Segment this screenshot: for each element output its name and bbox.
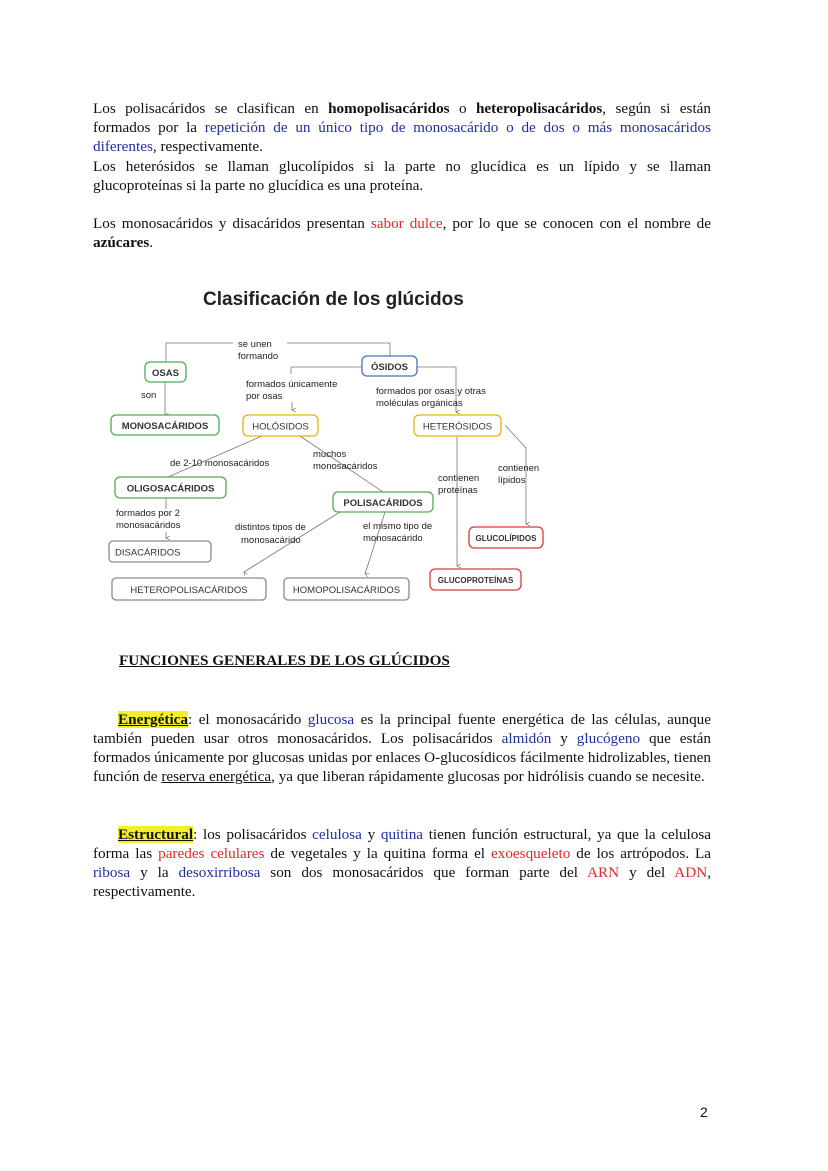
text-span: , por lo que se conocen con el nombre de (442, 215, 711, 232)
term-azucares: azúcares (93, 234, 150, 251)
label-formados-por-2: formados por 2 (116, 508, 180, 519)
connector-holosidos-oligosacaridos (168, 436, 262, 477)
page-number: 2 (700, 1104, 708, 1120)
label-se-unen: se unen (238, 339, 272, 350)
node-osidos: ÓSIDOS (371, 362, 408, 373)
label-formados-unicamente: formados únicamente (246, 379, 338, 390)
term-quitina: quitina (380, 826, 424, 843)
node-glucolipidos: GLUCOLÍPIDOS (475, 534, 537, 543)
text-span: : los polisacáridos (193, 826, 313, 843)
node-polisacaridos: POLISACÁRIDOS (343, 498, 423, 509)
text-span: , respectivamente. (152, 138, 263, 155)
node-oligosacaridos: OLIGOSACÁRIDOS (126, 483, 215, 495)
label-mismo-monosacarido: monosacárido (363, 533, 423, 544)
label-muchos-monosacaridos: monosacáridos (313, 461, 378, 472)
label-por-osas: por osas (246, 391, 283, 402)
node-osas: OSAS (152, 368, 179, 379)
term-ribosa: ribosa (93, 864, 131, 881)
highlight-repeticion: repetición de un único tipo de monosacárido o de dos o más monosacáridos diferentes (93, 119, 711, 155)
node-homopolisacaridos: HOMOPOLISACÁRIDOS (292, 585, 401, 596)
node-glucoproteinas: GLUCOPROTEÍNAS (437, 576, 514, 585)
label-contienen-p: contienen (438, 473, 480, 484)
connector-osas-up (166, 343, 233, 362)
label-contienen-l: contienen (498, 463, 540, 474)
label-proteinas: proteínas (438, 485, 478, 496)
text-span: tienen función estructural, ya que la celulosa forma las (93, 826, 712, 862)
text-span: . (149, 234, 154, 251)
text-span: : el monosacárido (188, 711, 308, 728)
text-span: , respectivamente. (93, 864, 711, 900)
label-mismo-tipo: el mismo tipo de (363, 521, 433, 532)
node-heteropolisacaridos: HETEROPOLISACÁRIDOS (130, 585, 248, 596)
text-span: son dos monosacáridos que forman parte del (260, 864, 588, 881)
label-de-2-10: de 2-10 monosacáridos (170, 458, 270, 469)
term-heteropolisacaridos: heteropolisacáridos (475, 100, 603, 117)
highlight-sabor-dulce: sabor dulce (370, 215, 443, 232)
label-energetica: Energética (118, 711, 189, 728)
label-distintos-monosacarido: monosacárido (241, 535, 301, 546)
label-estructural: Estructural (118, 826, 194, 843)
node-monosacaridos: MONOSACÁRIDOS (121, 421, 209, 432)
label-muchos: muchos (313, 449, 347, 460)
term-paredes-celulares: paredes celulares (158, 845, 265, 862)
diagram-title: Clasificación de los glúcidos (203, 289, 464, 310)
label-formados-por-2-mono: monosacáridos (116, 520, 181, 531)
text-span: o (449, 100, 476, 117)
label-lipidos: lípidos (498, 475, 526, 486)
paragraph-energetica (93, 710, 711, 786)
label-formados-osas-otras: formados por osas y otras (376, 386, 486, 397)
intro-paragraph-heterosidos: Los heterósidos se llaman glucolípidos si la parte no glucídica es un lípido y se llaman glucoproteínas si la parte no glucídica es una proteína. (93, 158, 711, 194)
text-span: y la (130, 864, 179, 881)
text-span: de vegetales y la quitina forma el (264, 845, 491, 862)
text-span: Los polisacáridos se clasifican en (93, 100, 329, 117)
term-exoesqueleto: exoesqueleto (491, 845, 571, 862)
node-disacaridos: DISACÁRIDOS (115, 547, 181, 559)
term-reserva-energetica: reserva energética (161, 768, 272, 785)
paragraph-estructural (93, 825, 711, 901)
text-span: que están formados únicamente por glucosas unidas por enlaces O-glucosídicos fácilmente hidrolizables, tienen función de (93, 730, 712, 785)
text-span: y del (619, 864, 675, 881)
term-arn: ARN (587, 864, 620, 881)
connector-osidos-holosidos (291, 367, 365, 374)
text-span: y (551, 730, 577, 747)
term-glucosa: glucosa (307, 711, 355, 728)
term-desoxirribosa: desoxirribosa (178, 864, 261, 881)
label-son: son (141, 390, 157, 401)
term-adn: ADN (674, 864, 708, 881)
text-span: , según si están formados por la (93, 100, 711, 136)
text-span: , ya que liberan rápidamente glucosas por hidrólisis cuando se necesite. (271, 768, 705, 785)
text-span: es la principal fuente energética de las células, aunque también pueden usar otros monosacáridos. Los polisacáridos (93, 711, 712, 747)
term-almidon: almidón (501, 730, 552, 747)
label-moleculas-organicas: moléculas orgánicas (376, 398, 463, 409)
node-holosidos: HOLÓSIDOS (252, 421, 309, 433)
label-formando: formando (238, 351, 279, 362)
node-heterosidos: HETERÓSIDOS (422, 421, 493, 433)
text-span: Los monosacáridos y disacáridos presentan (93, 215, 371, 232)
section-heading-funciones: FUNCIONES GENERALES DE LOS GLÚCIDOS (119, 652, 450, 669)
text-span: y (361, 826, 381, 843)
term-homopolisacaridos: homopolisacáridos (328, 100, 450, 117)
term-celulosa: celulosa (312, 826, 362, 843)
text-span: de los artrópodos. La (570, 845, 712, 862)
label-distintos-tipos: distintos tipos de (235, 522, 306, 533)
term-glucogeno: glucógeno (576, 730, 641, 747)
